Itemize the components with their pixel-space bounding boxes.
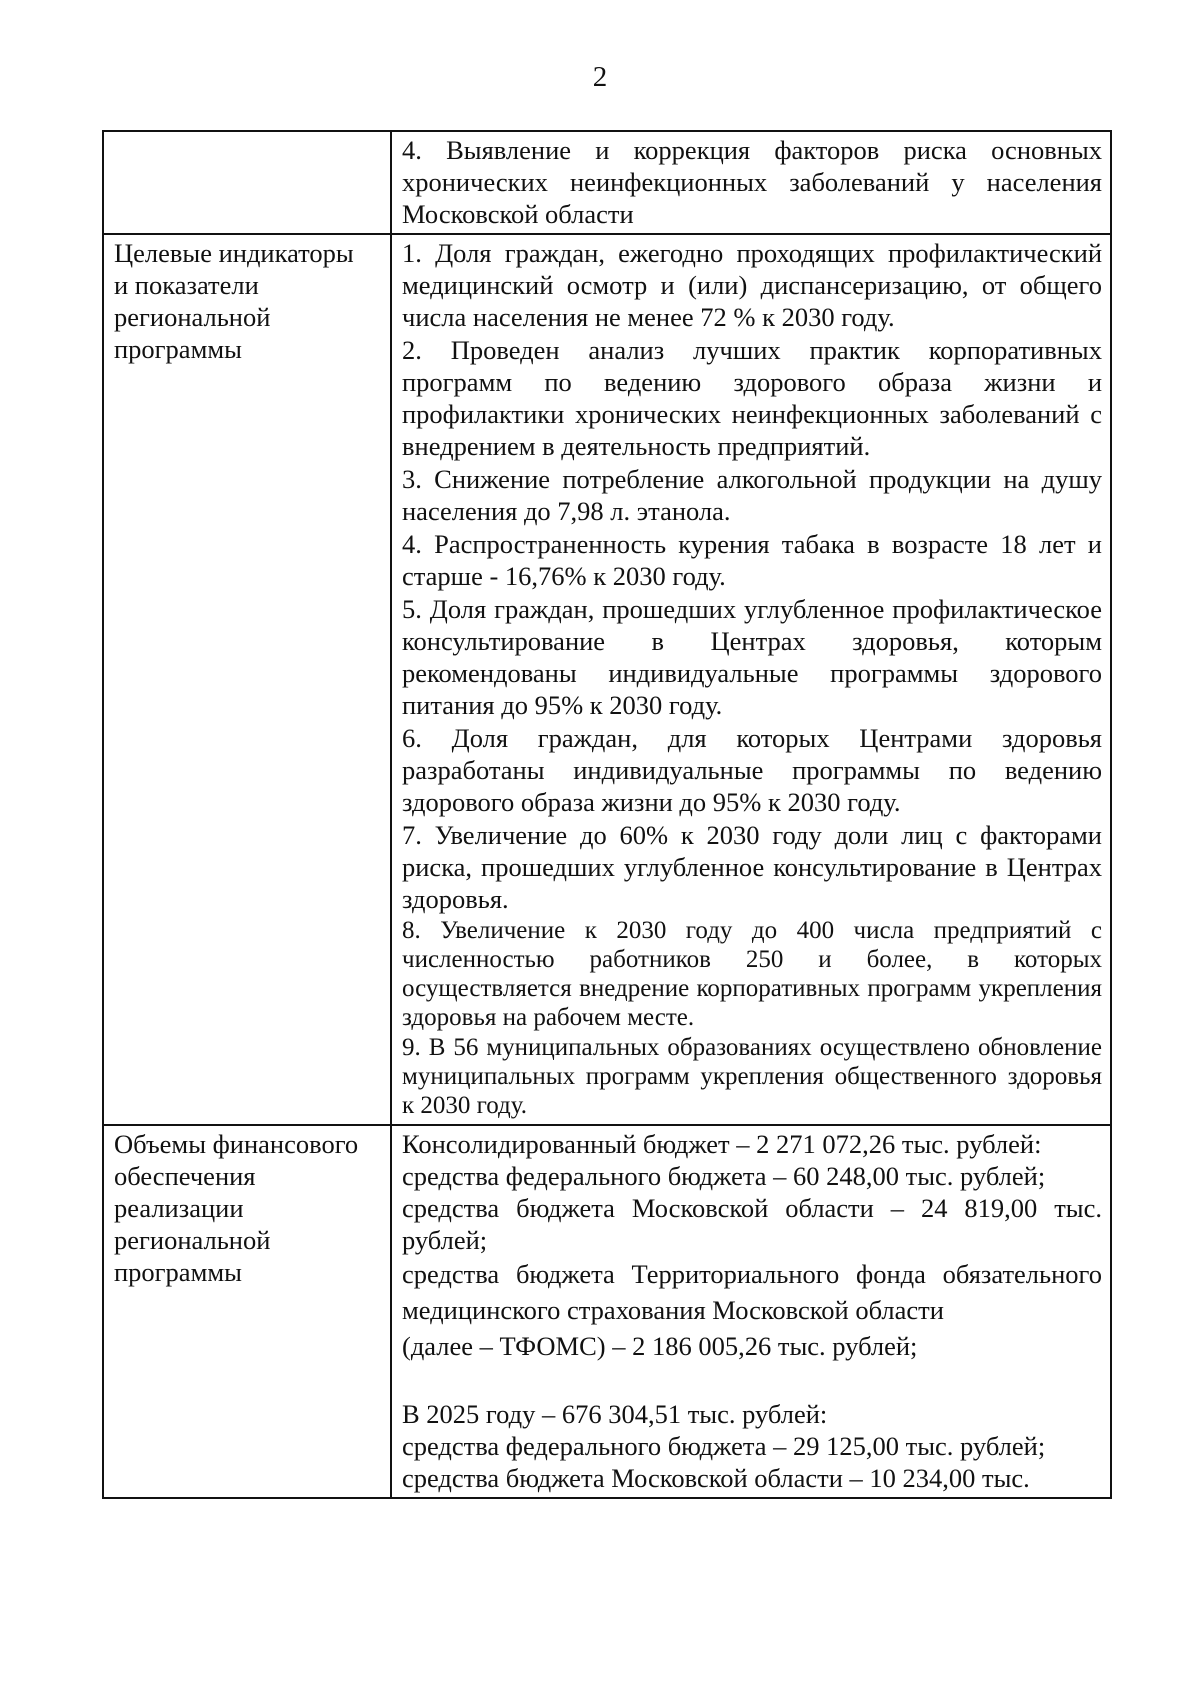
tasks-label-cell <box>103 131 391 234</box>
financing-line: Консолидированный бюджет – 2 271 072,26 тыс. рублей: <box>402 1129 1042 1159</box>
financing-value-cell <box>391 1125 1111 1498</box>
indicator-item: 7. Увеличение до 60% к 2030 году доли лиц с факторами риска, прошедших углубленное консультирование в Центрах здоровья. <box>402 820 1102 914</box>
indicator-item: 1. Доля граждан, ежегодно проходящих профилактический медицинский осмотр и (или) диспансеризацию, от общего числа населения не менее 72 % к 2030 году. <box>402 238 1102 332</box>
indicator-item: 9. В 56 муниципальных образованиях осуществлено обновление муниципальных программ укрепления общественного здоровья к 2030 году. <box>402 1034 1102 1119</box>
table-row-tasks <box>103 131 1111 234</box>
financing-line: В 2025 году – 676 304,51 тыс. рублей: <box>402 1399 828 1429</box>
financing-label-cell <box>103 1125 391 1498</box>
financing-line: средства бюджета Территориального фонда обязательного медицинского страхования Московской области <box>402 1259 1102 1325</box>
page-number: 2 <box>592 61 608 93</box>
financing-line: (далее – ТФОМС) – 2 186 005,26 тыс. рублей; <box>402 1331 918 1361</box>
tasks-value-cell <box>391 131 1111 234</box>
indicators-label-cell <box>103 234 391 1125</box>
indicators-label-line: и показатели <box>114 270 259 300</box>
financing-line: средства бюджета Московской области – 10 234,00 тыс. <box>402 1463 1030 1493</box>
indicator-item: 8. Увеличение к 2030 году до 400 числа предприятий с численностью работников 250 и более, в которых осуществляется внедрение корпоративных программ укрепления здоровья на рабочем месте. <box>402 917 1102 1031</box>
financing-line: средства бюджета Московской области – 24 819,00 тыс. рублей; <box>402 1193 1102 1255</box>
financing-label-line: региональной <box>114 1225 271 1255</box>
indicator-item: 3. Снижение потребление алкогольной продукции на душу населения до 7,98 л. этанола. <box>402 464 1102 526</box>
financing-label-line: Объемы финансового <box>114 1129 359 1159</box>
indicators-label-line: региональной <box>114 302 271 332</box>
financing-label-line: программы <box>114 1257 242 1287</box>
indicator-item: 6. Доля граждан, для которых Центрами здоровья разработаны индивидуальные программы по ведению здорового образа жизни до 95% к 2030 году. <box>402 723 1102 817</box>
indicators-label-line: программы <box>114 334 242 364</box>
financing-line: средства федерального бюджета – 29 125,00 тыс. рублей; <box>402 1431 1046 1461</box>
program-passport-table <box>102 130 1112 1499</box>
indicator-item: 4. Распространенность курения табака в возрасте 18 лет и старше - 16,76% к 2030 году. <box>402 529 1102 591</box>
indicators-label-line: Целевые индикаторы <box>114 238 354 268</box>
task-item-4: 4. Выявление и коррекция факторов риска основных хронических неинфекционных заболеваний у населения Московской области <box>402 135 1102 229</box>
indicator-item: 2. Проведен анализ лучших практик корпоративных программ по ведению здорового образа жизни и профилактики хронических неинфекционных заболеваний с внедрением в деятельность предприятий. <box>402 335 1102 461</box>
indicator-item: 5. Доля граждан, прошедших углубленное профилактическое консультирование в Центрах здоровья, которым рекомендованы индивидуальные программы здорового питания до 95% к 2030 году. <box>402 594 1102 720</box>
table-row-indicators <box>103 234 1111 1125</box>
table-row-financing <box>103 1125 1111 1498</box>
financing-label-line: реализации <box>114 1193 244 1223</box>
financing-line: средства федерального бюджета – 60 248,00 тыс. рублей; <box>402 1161 1046 1191</box>
indicators-value-cell <box>391 234 1111 1125</box>
financing-label-line: обеспечения <box>114 1161 256 1191</box>
